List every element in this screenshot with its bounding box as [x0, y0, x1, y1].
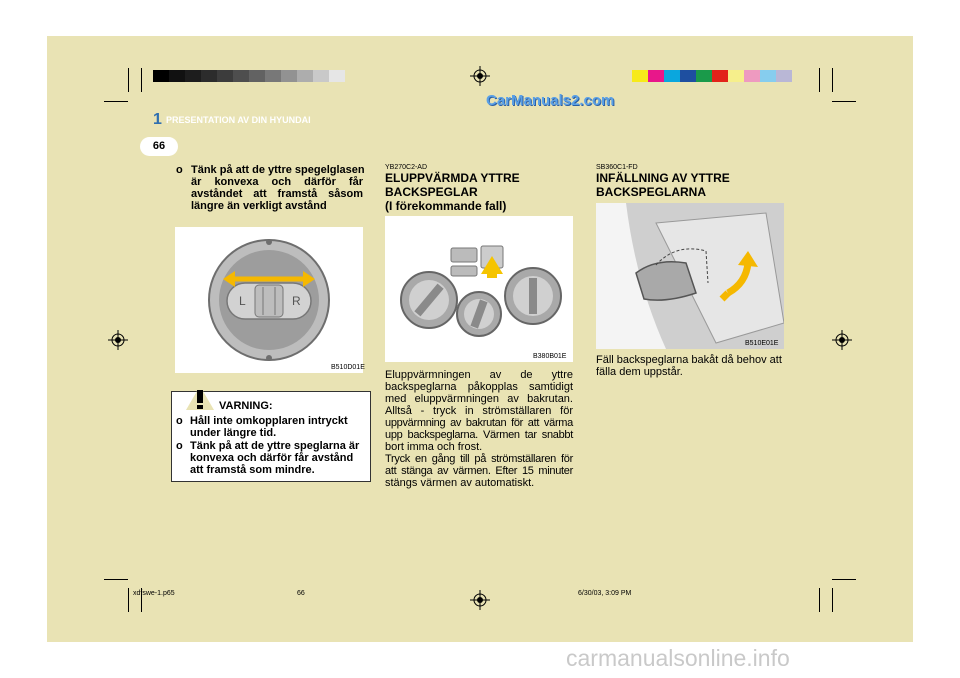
- crop-mark: [128, 68, 129, 92]
- chapter-number: 1: [153, 111, 162, 128]
- registration-mark-icon: [470, 590, 490, 610]
- bullet-line: längre än verkligt avstånd: [191, 200, 327, 212]
- body-line: med eluppvärmningen av bakrutan.: [385, 393, 573, 405]
- warning-line: Tänk på att de yttre speglarna är: [190, 440, 360, 452]
- body-line: Fäll backspeglarna bakåt då behov att: [596, 354, 782, 366]
- image-code: B510D01E: [331, 364, 365, 371]
- body-line: stängs värmen av automatiskt.: [385, 477, 535, 489]
- body-line: bort imma och frost.: [385, 441, 483, 453]
- body-line: Tryck en gång till på strömställaren för: [385, 453, 573, 465]
- warning-marker: o: [176, 440, 183, 452]
- crop-mark: [104, 579, 128, 580]
- watermark-bottom: carmanualsonline.info: [566, 645, 790, 671]
- crop-mark: [141, 68, 142, 92]
- warning-line: att framstå som mindre.: [190, 464, 315, 476]
- warning-line: under längre tid.: [190, 427, 277, 439]
- crop-mark: [832, 101, 856, 102]
- calibration-swatch: [217, 70, 233, 82]
- calibration-swatch: [760, 70, 776, 82]
- folding-mirror-icon: [596, 203, 784, 349]
- watermark-top: CarManuals2.com: [486, 92, 615, 109]
- crop-mark: [128, 588, 129, 612]
- section-title: INFÄLLNING AV YTTRE: [596, 171, 730, 185]
- registration-mark-icon: [832, 330, 852, 350]
- calibration-swatch: [265, 70, 281, 82]
- warning-line: Håll inte omkopplaren intryckt: [190, 415, 348, 427]
- section-title: BACKSPEGLAR: [385, 185, 478, 199]
- crop-mark: [819, 588, 820, 612]
- footer-filename: xdfswe-1.p65: [133, 590, 175, 597]
- section-title: BACKSPEGLARNA: [596, 185, 707, 199]
- warning-title: VARNING:: [219, 400, 273, 412]
- calibration-swatch: [696, 70, 712, 82]
- knob-label-right: R: [292, 294, 301, 308]
- warning-item: [176, 440, 368, 480]
- image-code: B380B01E: [533, 353, 567, 360]
- calibration-swatch: [201, 70, 217, 82]
- body-line: Eluppvärmningen av de yttre: [385, 369, 573, 381]
- section-code: YB270C2-AD: [385, 164, 428, 171]
- warning-marker: o: [176, 415, 183, 427]
- bullet-line: avståndet att framstå såsom: [191, 188, 363, 200]
- calibration-swatch: [632, 70, 648, 82]
- warning-item: [176, 415, 368, 441]
- body-line: Alltså - tryck in strömställaren för: [385, 405, 573, 417]
- climate-knobs-icon: [385, 216, 573, 362]
- body-line: fälla dem uppstår.: [596, 366, 683, 378]
- footer-page: 66: [297, 590, 305, 597]
- body-line: att stänga av värmen. Efter 15 minuter: [385, 465, 573, 477]
- calibration-swatch: [153, 70, 169, 82]
- chapter-title: PRESENTATION AV DIN HYUNDAI: [166, 115, 311, 125]
- calibration-swatch: [712, 70, 728, 82]
- section-code: SB360C1-FD: [596, 164, 638, 171]
- crop-mark: [832, 588, 833, 612]
- registration-mark-icon: [108, 330, 128, 350]
- body-line: upp backspeglarna. Värmen tar snabbt: [385, 429, 573, 441]
- crop-mark: [832, 579, 856, 580]
- crop-mark: [819, 68, 820, 92]
- calibration-swatch: [281, 70, 297, 82]
- warning-triangle-icon: [185, 385, 215, 411]
- footer-datetime: 6/30/03, 3:09 PM: [578, 590, 632, 597]
- calibration-swatch: [313, 70, 329, 82]
- calibration-swatch: [680, 70, 696, 82]
- mirror-switch-illustration: [175, 227, 363, 373]
- mirror-fold-illustration: [596, 203, 784, 349]
- warning-line: konvexa och därför får avstånd: [190, 452, 354, 464]
- calibration-swatch: [664, 70, 680, 82]
- section-title: (I förekommande fall): [385, 199, 507, 213]
- mirror-control-knob-icon: [175, 227, 363, 373]
- calibration-swatch: [776, 70, 792, 82]
- bullet-marker: o: [176, 164, 183, 176]
- grayscale-calibration-bar: [153, 70, 345, 82]
- calibration-swatch: [249, 70, 265, 82]
- calibration-swatch: [648, 70, 664, 82]
- calibration-swatch: [169, 70, 185, 82]
- climate-control-illustration: [385, 216, 573, 362]
- calibration-swatch: [329, 70, 345, 82]
- bullet-line: är konvexa och därför får: [191, 176, 363, 188]
- calibration-swatch: [744, 70, 760, 82]
- calibration-swatch: [728, 70, 744, 82]
- crop-mark: [104, 101, 128, 102]
- page-number: 66: [140, 137, 178, 156]
- crop-mark: [832, 68, 833, 92]
- bullet-line: Tänk på att de yttre spegelglasen: [191, 164, 365, 176]
- calibration-swatch: [185, 70, 201, 82]
- body-line: backspeglarna påkopplas samtidigt: [385, 381, 573, 393]
- calibration-swatch: [233, 70, 249, 82]
- registration-mark-icon: [470, 66, 490, 86]
- section-title: ELUPPVÄRMDA YTTRE: [385, 171, 520, 185]
- knob-label-left: L: [239, 294, 246, 308]
- body-line: uppvärmning av bakrutan för att värma: [385, 417, 573, 429]
- calibration-swatch: [297, 70, 313, 82]
- image-code: B510E01E: [745, 340, 779, 347]
- color-calibration-bar: [632, 70, 792, 82]
